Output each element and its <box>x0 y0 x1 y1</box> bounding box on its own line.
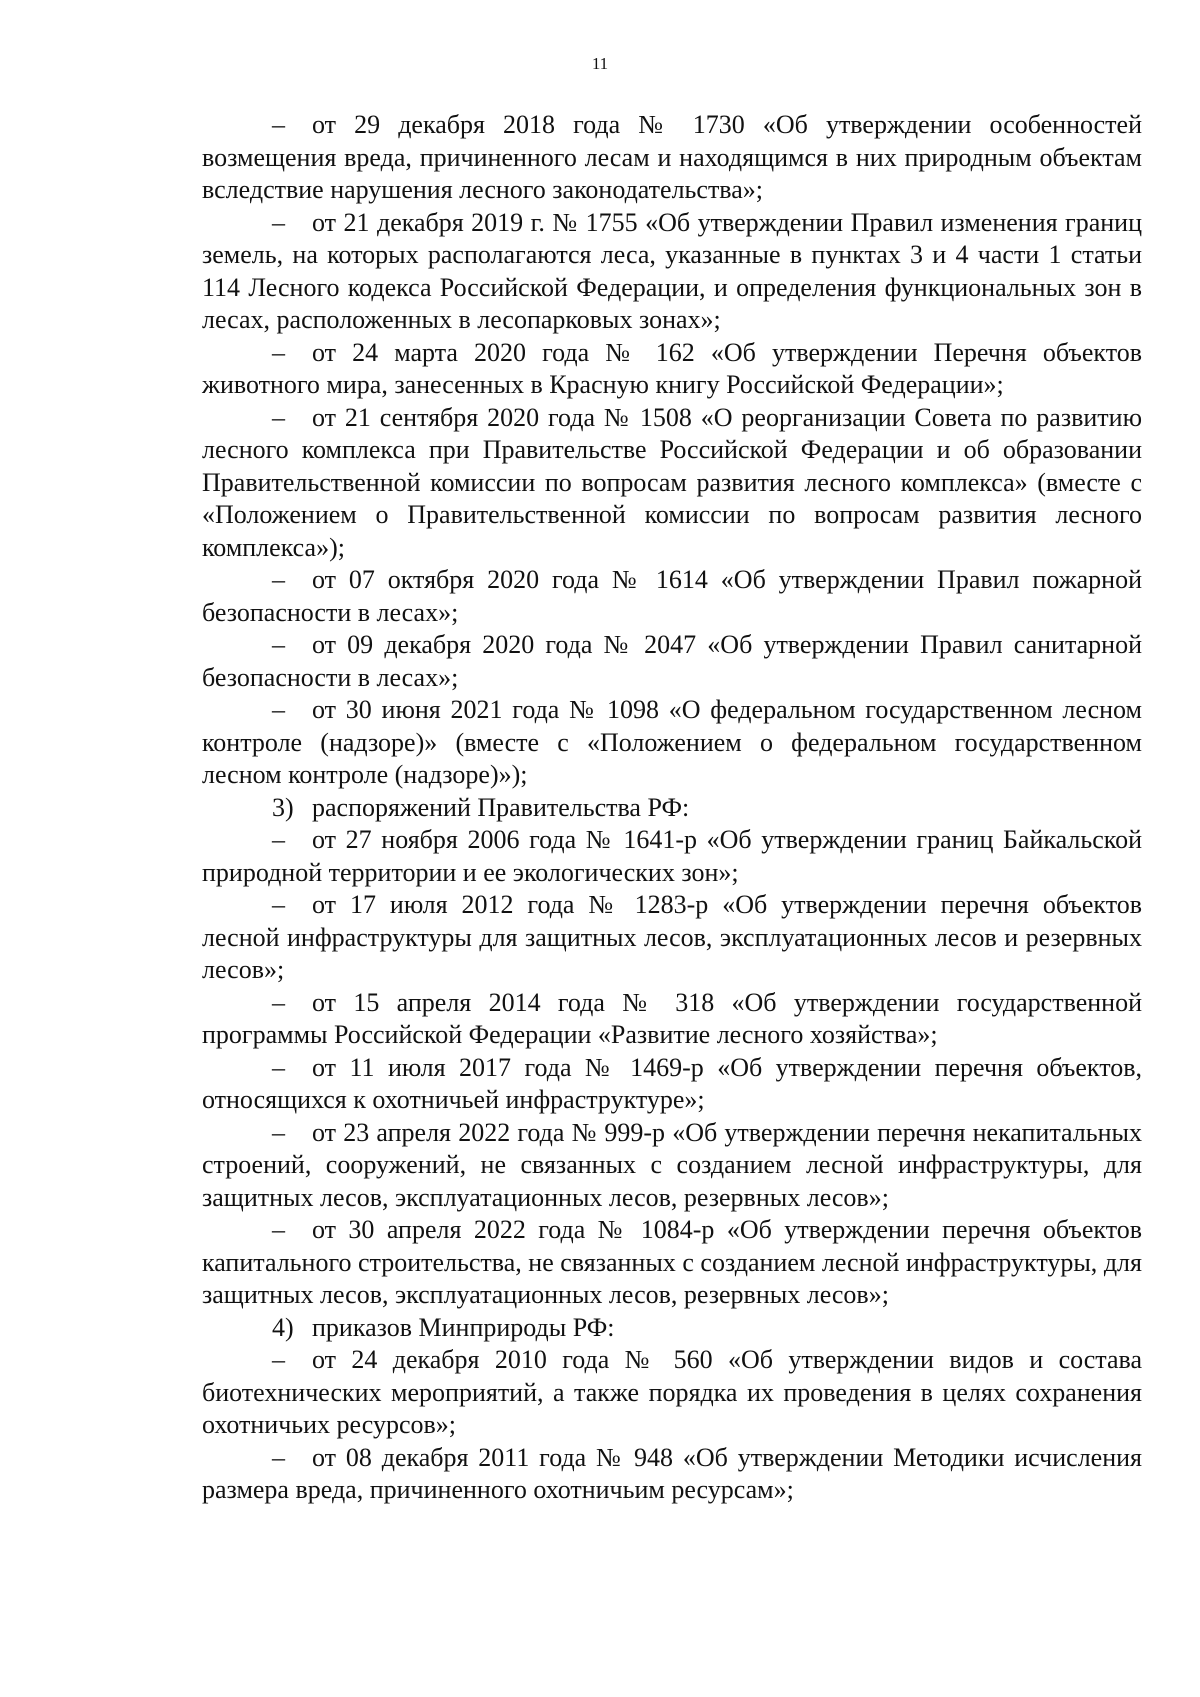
list-item-text: от 29 декабря 2018 года № 1730 «Об утверждении особенностей возмещения вреда, причиненного лесам и находящимся в них природным объектам вследствие нарушения лесного законодательства»; <box>202 110 1142 204</box>
list-item-text: от 07 октября 2020 года № 1614 «Об утверждении Правил пожарной безопасности в лесах»; <box>202 565 1142 627</box>
list-marker: – <box>272 825 285 854</box>
list-marker: – <box>272 1215 285 1244</box>
list-item <box>202 402 1142 565</box>
list-marker: – <box>272 987 285 1017</box>
list-marker: – <box>272 337 285 367</box>
list-item-text: от 11 июля 2017 года № 1469-р «Об утверждении перечня объектов, относящихся к охотничьей инфраструктуре»; <box>202 1052 1142 1114</box>
list-item-text: от 09 декабря 2020 года № 2047 «Об утверждении Правил санитарной безопасности в лесах»; <box>202 630 1142 692</box>
list-item-text: от 17 июля 2012 года № 1283-р «Об утверждении перечня объектов лесной инфраструктуры для защитных лесов, эксплуатационных лесов и резервных лесов»; <box>202 890 1142 984</box>
list-marker: – <box>272 207 285 237</box>
list-item <box>202 564 1142 629</box>
list-item <box>202 824 1142 889</box>
list-item-text: от 15 апреля 2014 года № 318 «Об утверждении государственной программы Российской Федерации «Развитие лесного хозяйства»; <box>202 987 1142 1049</box>
list-item <box>202 629 1142 694</box>
list-marker: – <box>272 1052 285 1082</box>
list-item <box>202 109 1142 207</box>
list-item-text: от 24 декабря 2010 года № 560 «Об утверждении видов и состава биотехнических мероприятий, а также порядка их проведения в целях сохранения охотничьих ресурсов»; <box>202 1345 1142 1439</box>
section-number: 4) <box>272 1312 294 1342</box>
list-marker: – <box>272 1117 285 1147</box>
list-marker: – <box>272 402 285 432</box>
list-item <box>202 1117 1142 1215</box>
section-heading-text: распоряжений Правительства РФ: <box>312 792 690 822</box>
list-item-text: от 27 ноября 2006 года № 1641-р «Об утверждении границ Байкальской природной территории и ее экологических зон»; <box>202 825 1142 887</box>
page-number: 11 <box>591 54 609 73</box>
section-heading <box>202 1312 1142 1345</box>
list-marker: – <box>272 695 285 724</box>
list-item-text: от 30 апреля 2022 года № 1084-р «Об утверждении перечня объектов капитального строительства, не связанных с созданием лесной инфраструктуры, для защитных лесов, эксплуатационных лесов, резервных лесов»; <box>202 1215 1142 1309</box>
list-item-text: от 21 сентября 2020 года № 1508 «О реорганизации Совета по развитию лесного комплекса при Правительстве Российской Федерации и об образовании Правительственной комиссии по вопросам развития лесного комплекса» (вместе с «Положением о Правительственной комиссии по вопросам развития лесного комплекса»); <box>202 402 1142 562</box>
list-item <box>202 1344 1142 1442</box>
list-item-text: от 08 декабря 2011 года № 948 «Об утверждении Методики исчисления размера вреда, причиненного охотничьим ресурсам»; <box>202 1442 1142 1504</box>
list-item-text: от 24 марта 2020 года № 162 «Об утверждении Перечня объектов животного мира, занесенных в Красную книгу Российской Федерации»; <box>202 337 1142 399</box>
list-marker: – <box>272 565 285 594</box>
list-item-text: от 30 июня 2021 года № 1098 «О федеральном государственном лесном контроле (надзоре)» (вместе с «Положением о федеральном государственном лесном контроле (надзоре)»); <box>202 695 1142 789</box>
list-marker: – <box>272 630 285 659</box>
list-item-text: от 21 декабря 2019 г. № 1755 «Об утверждении Правил изменения границ земель, на которых располагаются леса, указанные в пунктах 3 и 4 части 1 статьи 114 Лесного кодекса Российской Федерации, и определения функциональных зон в лесах, расположенных в лесопарковых зонах»; <box>202 207 1142 334</box>
list-item <box>202 1442 1142 1507</box>
list-item <box>202 889 1142 987</box>
section-heading-text: приказов Минприроды РФ: <box>312 1312 615 1342</box>
list-marker: – <box>272 890 285 919</box>
list-item <box>202 337 1142 402</box>
list-item <box>202 694 1142 792</box>
list-item <box>202 207 1142 337</box>
list-item <box>202 1214 1142 1312</box>
section-number: 3) <box>272 792 294 822</box>
list-marker: – <box>272 1442 285 1472</box>
section-heading <box>202 792 1142 825</box>
document-body <box>202 109 1142 1507</box>
list-item <box>202 1052 1142 1117</box>
list-item <box>202 987 1142 1052</box>
list-item-text: от 23 апреля 2022 года № 999-р «Об утверждении перечня некапитальных строений, сооружений, не связанных с созданием лесной инфраструктуры, для защитных лесов, эксплуатационных лесов, резервных лесов»; <box>202 1117 1142 1212</box>
list-marker: – <box>272 1345 285 1374</box>
list-marker: – <box>272 110 285 139</box>
